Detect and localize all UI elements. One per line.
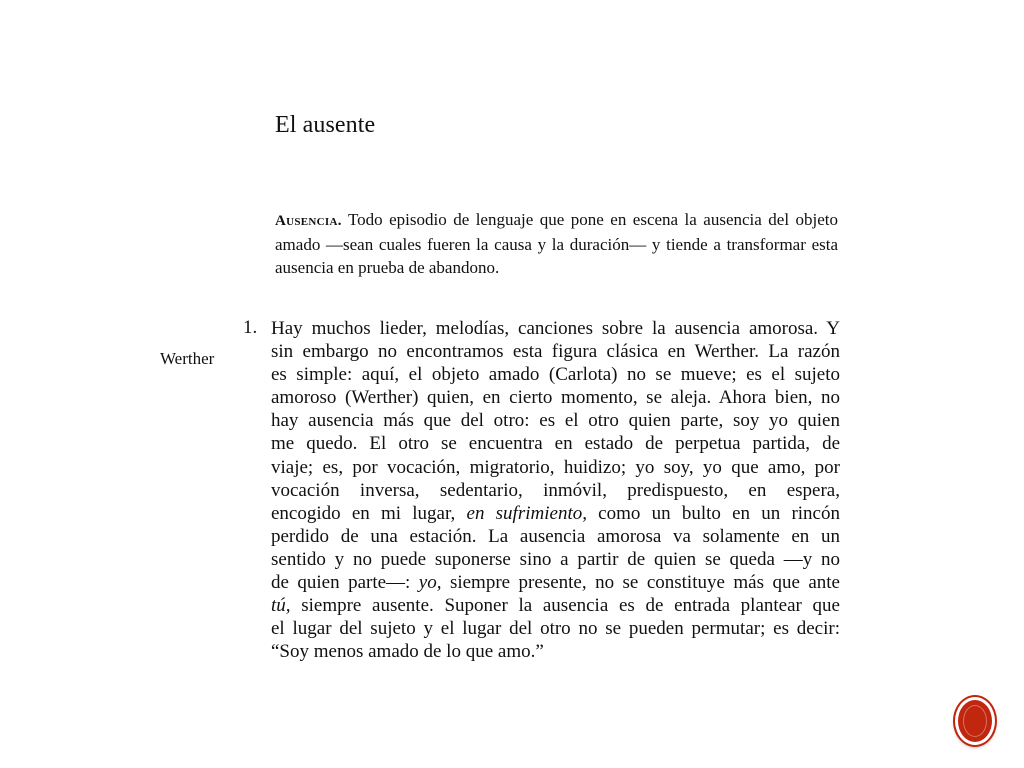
paragraph-line: viaje; es, por vocación, migratorio, huidizo; yo soy, yo que amo, por xyxy=(271,456,840,478)
paragraph-line xyxy=(271,502,840,525)
item-number: 1. xyxy=(243,317,258,338)
paragraph-line: hay ausencia más que del otro: es el otro quien parte, soy yo quien xyxy=(271,410,840,432)
paragraph-line: amoroso (Werther) quien, en cierto momento, se aleja. Ahora bien, no xyxy=(271,387,840,409)
paragraph-line: es simple: aquí, el objeto amado (Carlota) no se mueve; es el sujeto xyxy=(271,364,840,386)
italic-word: tú, xyxy=(271,595,291,617)
paragraph-line: vocación inversa, sedentario, inmóvil, predispuesto, en espera, xyxy=(271,479,840,501)
definition-text: Todo episodio de lenguaje que pone en escena la ausencia del objeto amado —sean cuales fueren la causa y la duración— y tiende a transformar esta ausencia en prueba de abandono. xyxy=(275,210,838,277)
line-text: encogido en mi lugar, xyxy=(271,502,467,524)
paragraph-line: Hay muchos lieder, melodías, canciones sobre la ausencia amorosa. Y xyxy=(271,318,840,339)
definition-paragraph xyxy=(275,208,838,279)
margin-note: Werther xyxy=(160,349,215,368)
slide-title: El ausente xyxy=(275,112,376,138)
line-text: como un bulto en un rincón xyxy=(586,502,840,524)
italic-word: yo, xyxy=(418,572,442,594)
definition-term: Ausencia. xyxy=(275,213,342,229)
paragraph-line: perdido de una estación. La ausencia amorosa va solamente en un xyxy=(271,525,840,547)
item-paragraph xyxy=(271,317,840,663)
line-text: siempre presente, no se constituye más que ante xyxy=(441,572,840,594)
paragraph-line: sentido y no puede suponerse sino a partir de quien se queda —y no xyxy=(271,548,840,570)
paragraph-line: el lugar del sujeto y el lugar del otro no se pueden permutar; es decir: xyxy=(271,618,840,640)
italic-phrase: en sufrimiento, xyxy=(466,502,587,524)
paragraph-line xyxy=(271,594,840,617)
paragraph-line: “Soy menos amado de lo que amo.” xyxy=(271,641,544,663)
paragraph-line xyxy=(271,571,840,594)
circle-nav-icon[interactable] xyxy=(955,697,995,745)
line-text: siempre ausente. Suponer la ausencia es de entrada plantear que xyxy=(290,595,840,617)
paragraph-line: sin embargo no encontramos esta figura clásica en Werther. La razón xyxy=(271,341,840,363)
paragraph-line: me quedo. El otro se encuentra en estado de perpetua partida, de xyxy=(271,433,840,455)
line-text: de quien parte—: xyxy=(271,572,419,594)
